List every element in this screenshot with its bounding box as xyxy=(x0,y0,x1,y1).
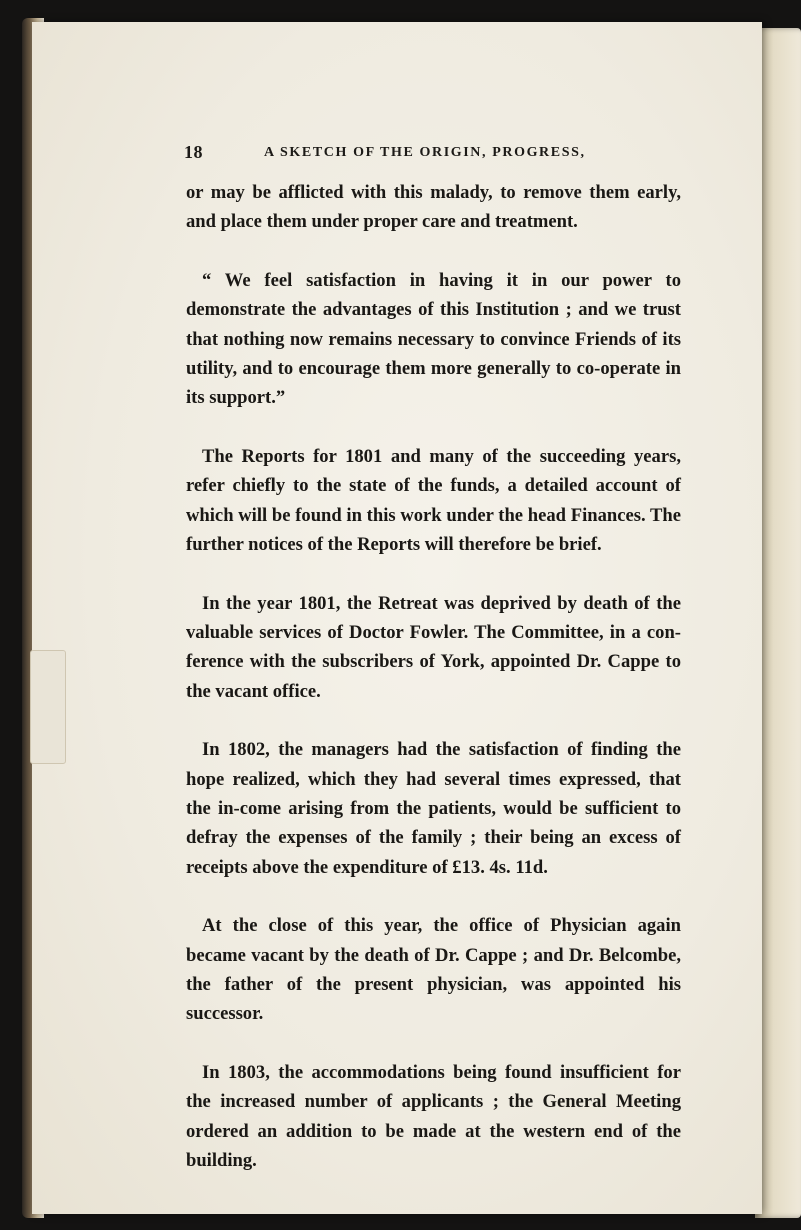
paragraph: In 1802, the managers had the satisfaction of finding the hope realized, which they had several times expressed, that the in-come arising from the patients, would be sufficient to defray the expenses of the family ; their being an excess of receipts above the expenditure of £13. 4s. 11d. xyxy=(186,739,681,878)
paragraph: In the year 1801, the Retreat was deprived by death of the valuable services of Doctor Fowler. The Committee, in a con-ference with the subscribers of York, appointed Dr. Cappe to the vacant office. xyxy=(186,592,681,702)
page-body xyxy=(186,178,681,1175)
page-number: 18 xyxy=(184,142,203,162)
paragraph: or may be afflicted with this malady, to remove them early, and place them under proper care and treatment. xyxy=(186,182,681,233)
paragraph: At the close of this year, the office of Physician again became vacant by the death of Dr. Cappe ; and Dr. Belcombe, the father of the present physician, was appointed his successor. xyxy=(186,915,681,1025)
paragraph: “ We feel satisfaction in having it in our power to demonstrate the advantages of this Institution ; and we trust that nothing now remains necessary to convince Friends of its utility, and to encourage them more generally to co-operate in its support.” xyxy=(186,270,681,409)
paragraph: The Reports for 1801 and many of the succeeding years, refer chiefly to the state of the funds, a detailed account of which will be found in this work under the head Finances. The further notices of the Reports will therefore be brief. xyxy=(186,446,681,555)
running-head: A SKETCH OF THE ORIGIN, PROGRESS, xyxy=(264,145,586,160)
page-tab xyxy=(30,650,66,764)
paragraph: In 1803, the accommodations being found insufficient for the increased number of applicants ; the General Meeting ordered an addition to be made at the western end of the building. xyxy=(186,1062,681,1172)
page-header xyxy=(184,142,689,166)
